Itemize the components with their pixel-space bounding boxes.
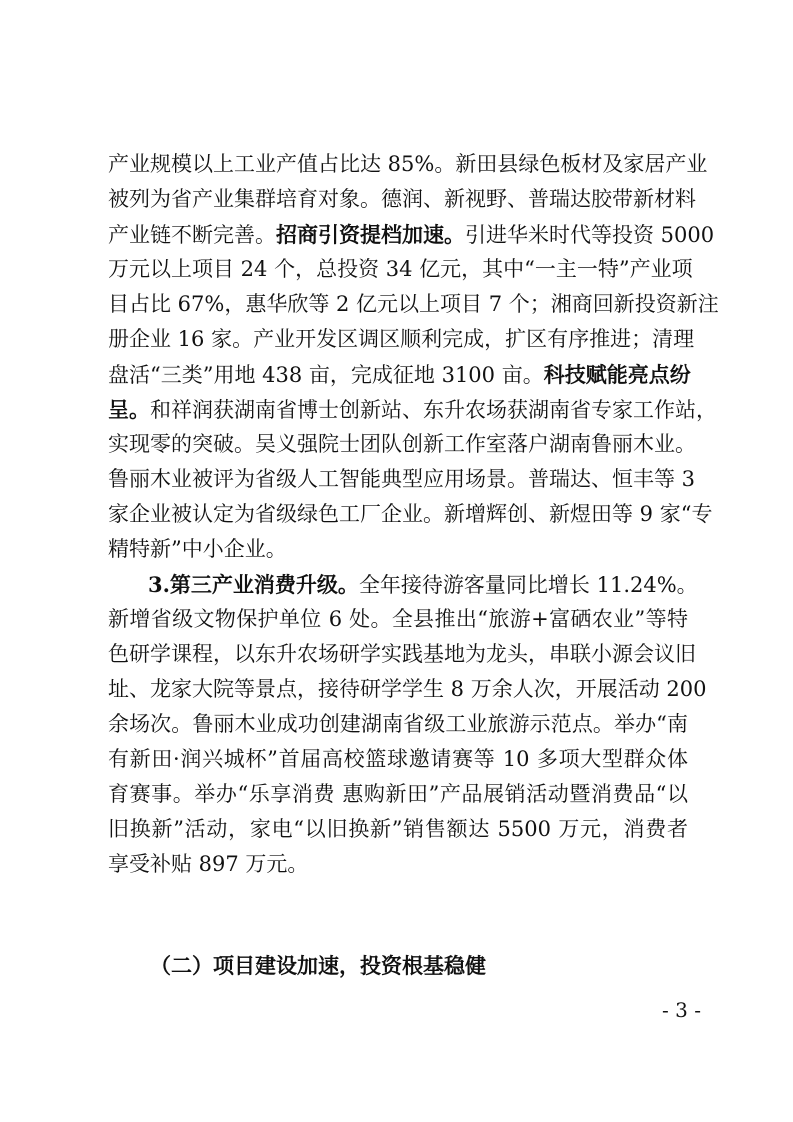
text-line: 育赛事。举办“乐享消费 惠购新田”产品展销活动暨消费品“以 [108, 782, 688, 806]
text-line: 鲁丽木业被评为省级人工智能典型应用场景。普瑞达、恒丰等 3 [108, 467, 696, 491]
text-line [108, 357, 691, 392]
text-line: 产业规模以上工业产值占比达 85%。新田县绿色板材及家居产业 [108, 152, 708, 176]
text-line [108, 567, 698, 602]
text-line: 余场次。鲁丽木业成功创建湖南省级工业旅游示范点。举办“南 [108, 712, 688, 736]
bold-lead-phrase: 呈。 [108, 397, 150, 422]
text-line: 册企业 16 家。产业开发区调区顺利完成，扩区有序推进；清理 [108, 327, 695, 351]
text-line: 精特新”中小企业。 [108, 537, 287, 561]
text-line [108, 217, 715, 252]
page-number: - 3 - [662, 998, 701, 1022]
text-line: 目占比 67%，惠华欣等 2 亿元以上项目 7 个；湘商回新投资新注 [108, 292, 719, 316]
text-line: 实现零的突破。吴义强院士团队创新工作室落户湖南鲁丽木业。 [108, 432, 696, 456]
text-line [108, 392, 717, 427]
text-run: 盘活“三类”用地 438 亩，完成征地 3100 亩。 [108, 363, 544, 387]
text-line: 有新田·润兴城杯”首届高校篮球邀请赛等 10 多项大型群众体 [108, 747, 688, 771]
text-line: 色研学课程，以东升农场研学实践基地为龙头，串联小源会议旧 [108, 642, 696, 666]
text-line: 址、龙家大院等景点，接待研学学生 8 万余人次，开展活动 200 [108, 677, 707, 701]
subsection-heading: 3.第三产业消费升级。 [148, 572, 359, 597]
text-run: 全年接待游客量同比增长 11.24%。 [358, 573, 698, 597]
text-run: 引进华米时代等投资 5000 [465, 223, 715, 247]
text-line: 万元以上项目 24 个，总投资 34 亿元，其中“一主一特”产业项 [108, 257, 693, 281]
body-text [108, 147, 719, 882]
section-heading: （二）项目建设加速，投资根基稳健 [150, 953, 486, 978]
bold-lead-phrase: 科技赋能亮点纷 [543, 362, 691, 387]
text-line: 旧换新”活动，家电“以旧换新”销售额达 5500 万元，消费者 [108, 817, 688, 841]
text-line: 享受补贴 897 万元。 [108, 852, 309, 876]
text-line: 家企业被认定为省级绿色工厂企业。新增辉创、新煜田等 9 家“专 [108, 502, 713, 526]
text-line: 被列为省产业集群培育对象。德润、新视野、普瑞达胶带新材料 [108, 187, 696, 211]
text-run: 和祥润获湖南省博士创新站、东升农场获湖南省专家工作站， [150, 398, 717, 422]
text-run: 产业链不断完善。 [108, 223, 276, 247]
text-line: 新增省级文物保护单位 6 处。全县推出“旅游+富硒农业”等特 [108, 607, 688, 631]
bold-lead-phrase: 招商引资提档加速。 [276, 222, 465, 247]
